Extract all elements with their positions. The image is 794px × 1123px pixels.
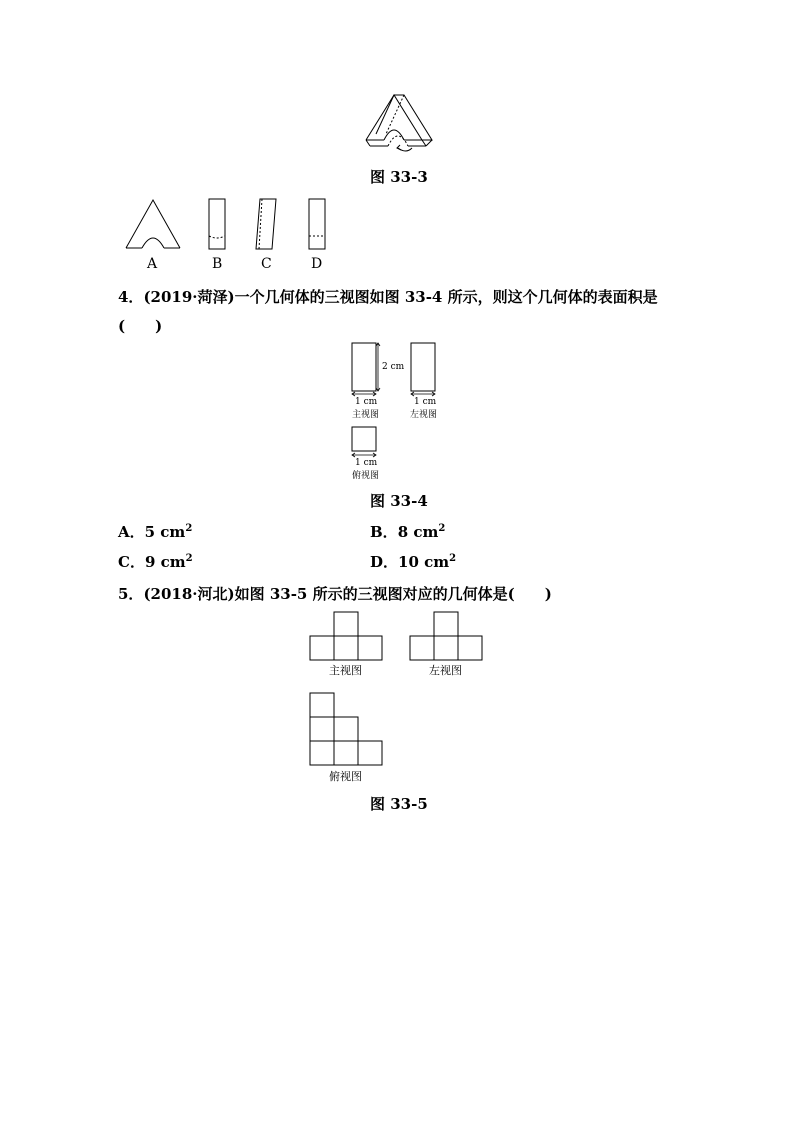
option-b-label: B [212, 256, 223, 272]
option-c-label: C [261, 256, 272, 272]
figure-33-5-front-view [309, 611, 385, 663]
figure-33-4-top-view [350, 426, 380, 454]
option-d-value: 10 cm [398, 553, 450, 571]
question-4-answer-paren: ( ) [118, 317, 163, 335]
figure-33-4-front-width-label: 1 cm [355, 397, 378, 407]
option-d-letter: D． [370, 553, 399, 571]
figure-33-4-caption: 图 33-4 [370, 492, 428, 510]
figure-33-4-top-width-label: 1 cm [355, 458, 378, 468]
option-a-drawing [124, 198, 182, 252]
question-4-option-d[interactable] [370, 551, 456, 572]
question-4-number: 4． [118, 288, 144, 306]
option-c-drawing [254, 198, 278, 252]
question-4-option-a[interactable] [118, 521, 192, 542]
option-b-letter: B． [370, 523, 398, 541]
figure-33-3-caption: 图 33-3 [370, 168, 428, 186]
figure-33-5-top-view [309, 692, 385, 768]
question-4-source: (2019·菏泽) [143, 288, 235, 306]
figure-33-5-front-view-label: 主视图 [329, 664, 362, 677]
question-5-text: 如图 33-5 所示的三视图对应的几何体是( ) [234, 585, 552, 603]
figure-33-4-top-view-label: 俯视图 [352, 471, 380, 481]
figure-33-3-solid [360, 90, 440, 155]
option-a-value: 5 cm [144, 523, 186, 541]
figure-33-4-height-label: 2 cm [382, 362, 405, 372]
question-5-source: (2018·河北) [143, 585, 235, 603]
figure-33-4-side-width-label: 1 cm [414, 397, 437, 407]
figure-33-4-front-view-label: 主视图 [352, 410, 380, 420]
figure-33-5-side-view [409, 611, 485, 663]
figure-33-4-side-view [409, 342, 439, 392]
question-5-stem [118, 583, 552, 604]
option-c-letter: C． [118, 553, 145, 571]
option-c-exponent: 2 [185, 553, 193, 564]
question-5-number: 5． [118, 585, 144, 603]
option-b-drawing [208, 198, 226, 252]
option-a-letter: A． [118, 523, 145, 541]
option-d-drawing [308, 198, 326, 252]
question-4-option-b[interactable] [370, 521, 445, 542]
option-c-value: 9 cm [144, 553, 186, 571]
option-b-value: 8 cm [397, 523, 439, 541]
option-d-label: D [311, 256, 323, 272]
figure-33-5-caption: 图 33-5 [370, 795, 428, 813]
question-4-text: 一个几何体的三视图如图 33-4 所示，则这个几何体的表面积是 [234, 288, 658, 306]
figure-33-5-side-view-label: 左视图 [429, 664, 462, 677]
question-4-stem [118, 286, 658, 307]
option-d-exponent: 2 [449, 553, 457, 564]
figure-33-5-top-view-label: 俯视图 [329, 770, 362, 783]
question-4-option-c[interactable] [118, 551, 193, 572]
option-b-exponent: 2 [438, 523, 446, 534]
figure-33-4-side-view-label: 左视图 [410, 410, 438, 420]
option-a-exponent: 2 [185, 523, 193, 534]
option-a-label: A [147, 256, 158, 272]
